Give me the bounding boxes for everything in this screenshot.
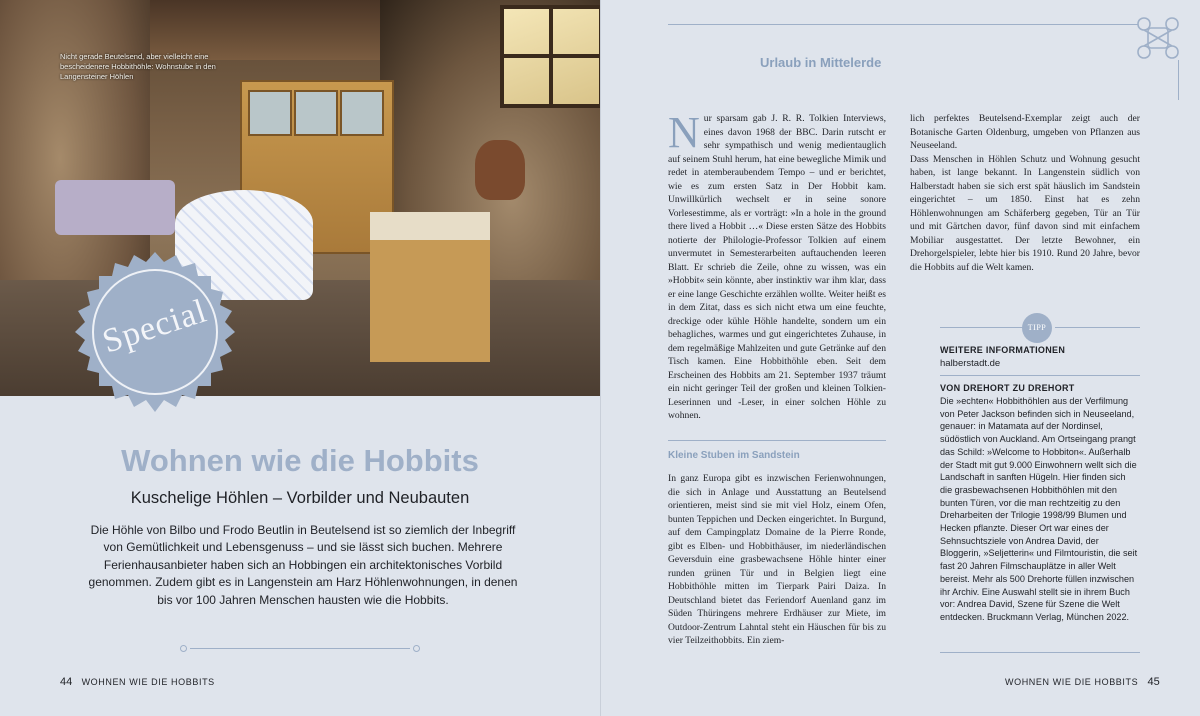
body-column-2	[668, 472, 886, 648]
vertical-rule	[1178, 60, 1179, 100]
tipp-rule-right	[1055, 327, 1140, 328]
top-rule	[668, 24, 1138, 25]
page-number: 44	[60, 676, 73, 688]
running-title: WOHNEN WIE DIE HOBBITS	[81, 677, 215, 687]
section-heading: Urlaub in Mittelerde	[760, 55, 882, 70]
info-link[interactable]: halberstadt.de	[940, 358, 1001, 369]
body-text-3b: Dass Menschen in Höhlen Schutz und Wohnung gesucht haben, ist lange bekannt. In Langenstein südlich von Halberstadt haben sie sich erst spät häuslich im Sandstein eingerichtet – um 1850. Einst hat es zehn Höhlenwohnungen am Schäferberg gegeben, Tür an Tür und mit Gärtchen davor, fünf davon sind mit einfachem Mobiliar ausgestattet. Der letzte Bewohner, ein Drehorgelspieler, lebte hier bis 1910. Rund 20 Jahre, bevor die Hobbits auf die Welt kamen.	[910, 153, 1140, 273]
body-column-3	[910, 112, 1140, 274]
article-intro: Die Höhle von Bilbo und Frodo Beutlin in Beutelsend ist so ziemlich der Inbegriff von Gemütlichkeit und Lebensgenuss – und sie lässt sich buchen. Mehrere Ferienhausanbieter haben sich an Hobbingen ein architektonisches Vorbild genommen. Zudem gibt es in Langenstein am Harz Höhlenwohnungen, in denen bis vor 100 Jahren Menschen hausten wie die Hobbits.	[88, 523, 518, 607]
body-column-1	[668, 108, 886, 423]
drehort-body: Die »echten« Hobbithöhlen aus der Verfilmung von Peter Jackson befinden sich in Neuseeland, genauer: in Matamata auf der Nordinsel, südöstlich von Auckland. Am Ortseingang prangt das Schild: »Welcome to Hobbiton«. Außerhalb der Stadt mit gut 9.000 Einwohnern wellt sich die Landschaft in sanften Hügeln. Hier finden sich die grasbewachsenen Hobbithöhlen mit den bunten Türen, vor die man rechtzeitig zu den Dreharbeiten der Trilogie 1998/99 Blumen und Hecken pflanzte. Dieser Ort war eines der Sehnsuchtsziele von Andrea David, der Bloggerin, »Seljetterin« und Filmtouristin, die seit fast 20 Jahren Filmschauplätze in aller Welt bereist. Mehr als 500 Drehorte füllen inzwischen ihr Archiv. Eine Auswahl stellt sie in ihrem Buch vor: Andrea David, Szene für Szene die Welt entdecken. Bruckmann Verlag, München 2022.	[940, 396, 1138, 622]
tipp-badge-icon: TIPP	[1022, 313, 1052, 343]
page-number-right: 45	[1147, 676, 1160, 688]
body-text-2: In ganz Europa gibt es inzwischen Ferienwohnungen, die sich in Anlage und Ausstattung an Beutelsend orientieren, meist sind sie mit viel Holz, einem Ofen, bunten Teppichen und Decken eingerichtet. In Burgund, auf dem Campingplatz Domaine de la Pierre Ronde, gibt es Elben- und Hobbithäuser, im niederländischen Geversduin eine grasbewachsene Höhle hinter einer runden grünen Tür und in Belgien liegt eine Hobbithöhle mitten im Tierpark Pairi Daiza. In Deutschland bietet das Feriendorf Auenland ganz im Süden Thüringens mehrere Erdhäuser zur Miete, im Outdoor-Zentrum Lahntal steht ein Häuschen für bis zu vier Teilzeithobbits. Ein ziem-	[668, 473, 886, 646]
folio-left	[60, 676, 215, 688]
drehort-heading: VON DREHORT ZU DREHORT	[940, 383, 1075, 393]
info-heading: WEITERE INFORMATIONEN	[940, 345, 1066, 355]
body-text-1: ur sparsam gab J. R. R. Tolkien Interviews, eines davon 1968 der BBC. Darin rutscht er sehr sympathisch und wenig medientauglich auf seinem Stuhl herum, hat eine bewegliche Mimik und redet in atemberaubendem Tempo – und er berichtet, wie es zum ersten Satz in Der Hobbit kam. Unwillkürlich wechselt er in seine sonore Vorlesestimme, als er vorträgt: »In a hole in the ground there lived a Hobbit …« Diese ersten Sätze des Hobbits notierte der Philologie-Professor Tolkien auf einem unvermutet in Semesterarbeiten auftauchenden leeren Blatt. Er schrieb die Zeile, ohne zu wissen, was ein »Hobbit« sein könnte, aber instinktiv war ihm klar, dass er eine lange Geschichte erzählen wollte. Weiter heißt es in dem Zitat, dass es sich nicht etwa um eine feuchte, dreckige oder kühle Höhle handelte, sondern um ein behagliches, warmes und gut eingerichtetes Zuhause, in dem regelmäßige Mahlzeiten und gute Getränke auf den Tisch kamen. Eine Hobbithöhle eben. Seit dem Erscheinen des Hobbits am 21. September 1937 träumt ein nicht geringer Teil der großen und kleinen Tolkien-Leserinnen und -Leser, in einer solchen Höhle zu wohnen.	[668, 113, 886, 421]
subheading: Kleine Stuben im Sandstein	[668, 450, 800, 461]
article-subtitle: Kuschelige Höhlen – Vorbilder und Neubauten	[130, 489, 470, 507]
tipp-rule-left	[940, 327, 1025, 328]
window	[500, 5, 600, 108]
info-rule	[940, 375, 1140, 376]
subhead-rule	[668, 440, 886, 441]
drop-cap: N	[668, 108, 700, 157]
body-text-3a: lich perfektes Beutelsend-Exemplar zeigt auch der Botanische Garten Oldenburg, umgeben von Pflanzen aus Neuseeland.	[910, 113, 1140, 151]
ornament-divider	[180, 642, 420, 656]
article-title: Wohnen wie die Hobbits	[121, 443, 479, 478]
special-badge-icon	[70, 250, 240, 420]
folio-right	[1005, 676, 1160, 688]
badge-label: Special	[98, 292, 212, 361]
info-bottom-rule	[940, 652, 1140, 653]
photo-caption: Nicht gerade Beutelsend, aber vielleicht eine bescheidenere Hobbithöhle: Wohnstube in den Langensteiner Höhlen	[60, 52, 216, 81]
running-title-right: WOHNEN WIE DIE HOBBITS	[1005, 677, 1139, 687]
wooden-desk	[370, 212, 490, 362]
drehort-text	[940, 395, 1140, 624]
